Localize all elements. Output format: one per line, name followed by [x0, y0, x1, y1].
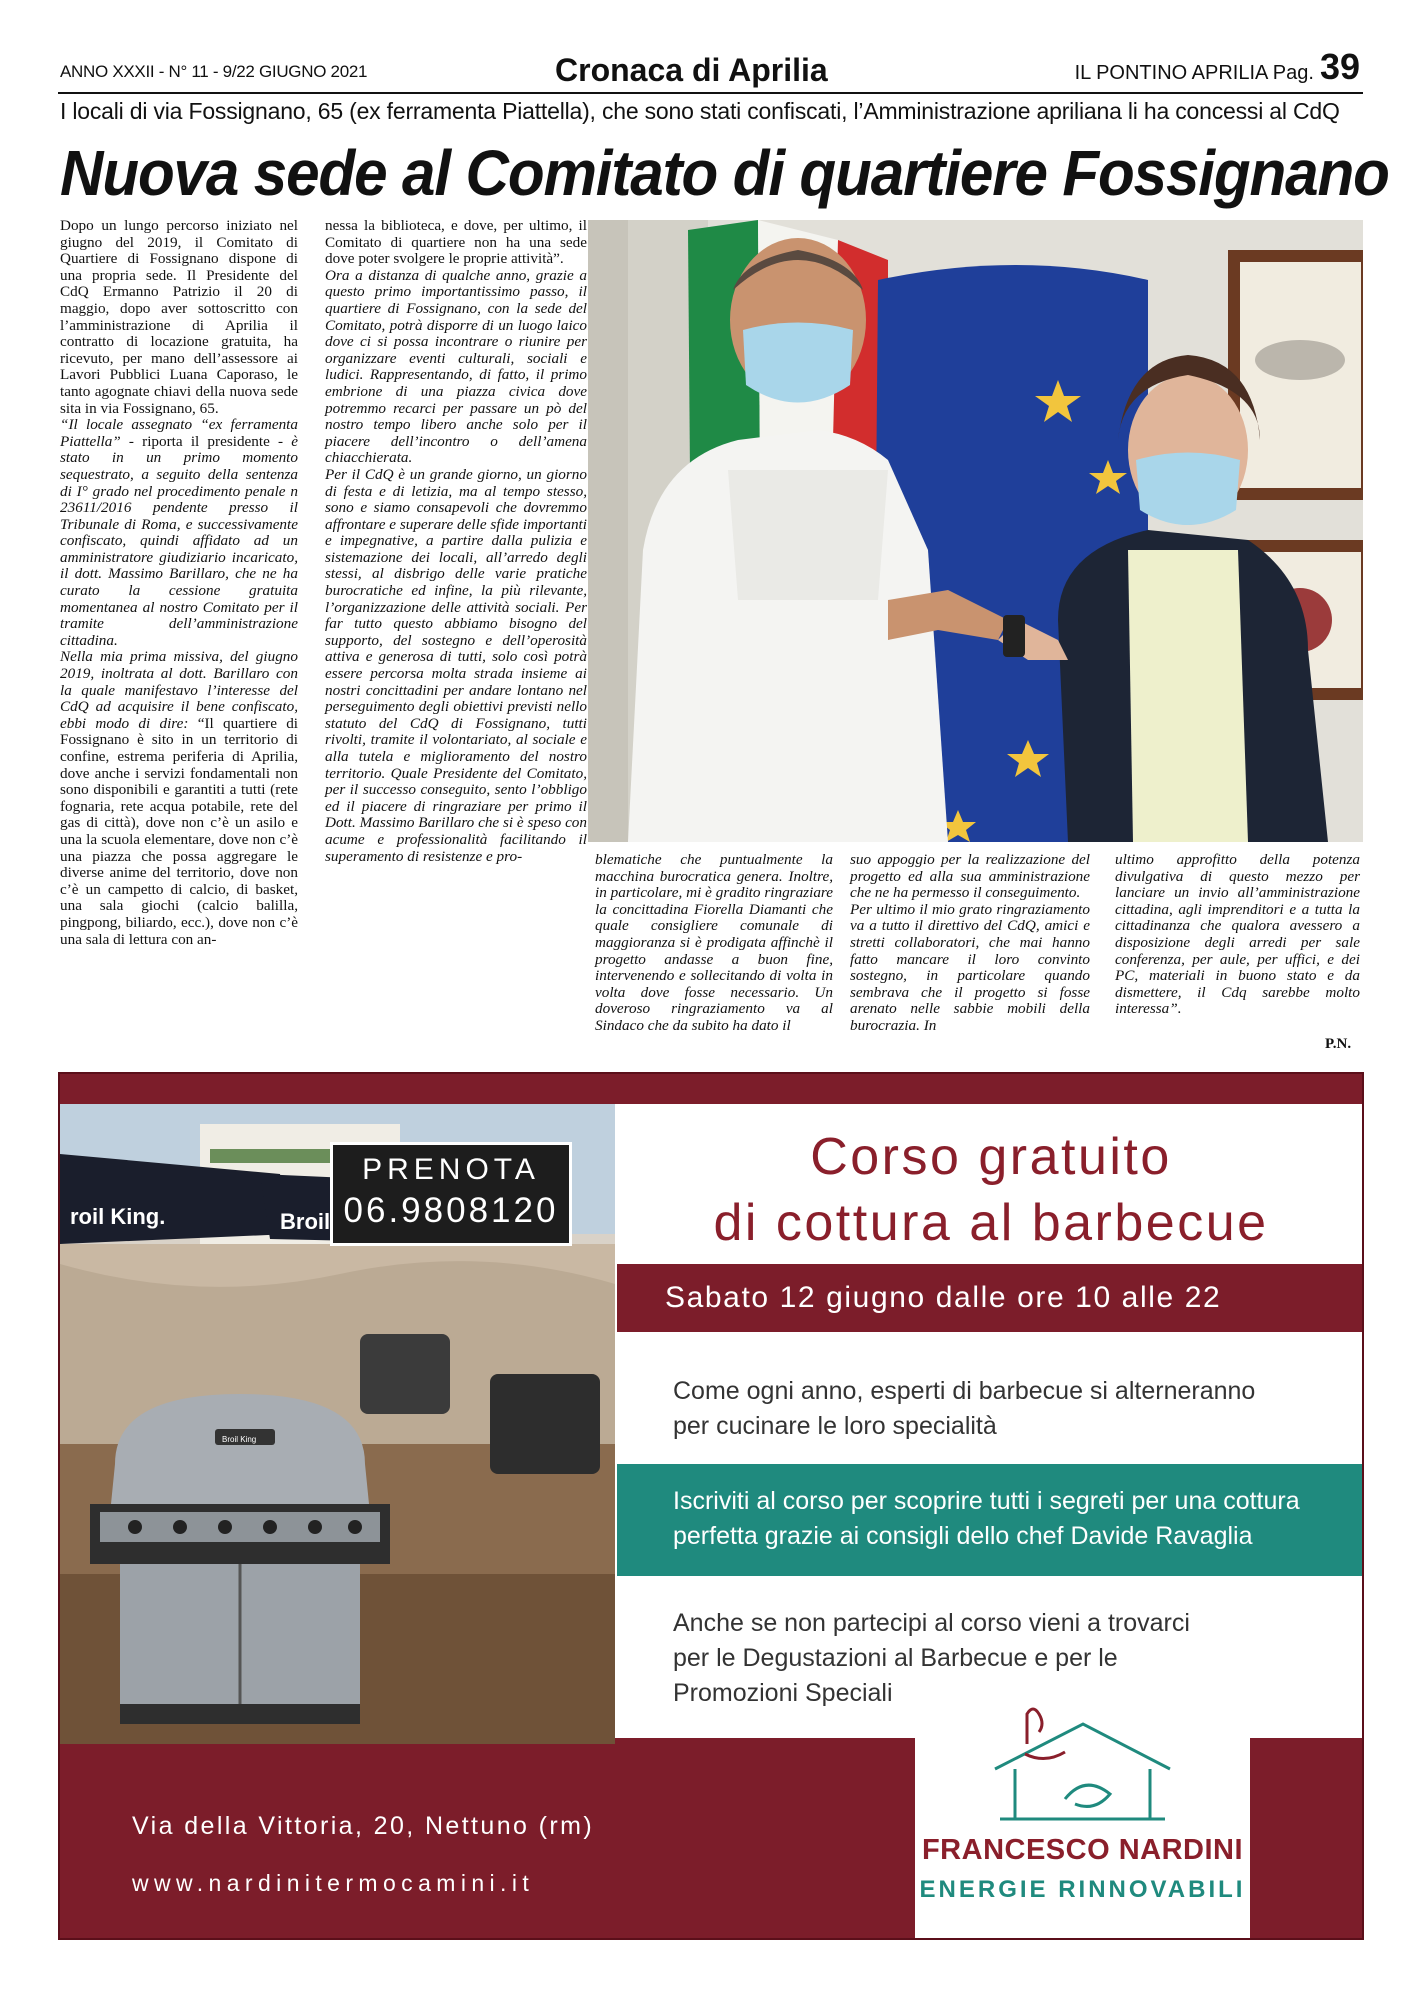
paragraph: Per ultimo il mio grato ringraziamento va a tutto il direttivo del CdQ, amici e stretti collaboratori, che mai hanno fatto mancare il loro convinto sostegno, in particolare quando sembrava che il progetto si fosse arenato nelle sabbie mobili della burocrazia. In — [850, 900, 1090, 1034]
article-kicker: I locali di via Fossignano, 65 (ex ferramenta Piattella), che sono stati confiscati, l’Amministrazione apriliana li ha concessi al CdQ — [60, 98, 1340, 124]
umbrella-brand-text: roil King. — [70, 1204, 166, 1229]
article-column-2 — [325, 218, 587, 865]
publication-name: IL PONTINO APRILIA Pag. — [1074, 62, 1314, 84]
article-photo — [588, 220, 1363, 842]
article-column-4 — [850, 852, 1090, 1035]
grill-badge-text: Broil King — [222, 1435, 257, 1444]
header-rule — [58, 92, 1363, 94]
ad-signup-band: Iscriviti al corso per scoprire tutti i segreti per una cottura perfetta grazie ai consigli dello chef Davide Ravaglia — [617, 1464, 1362, 1576]
article-column-3 — [595, 852, 833, 1035]
booking-label: PRENOTA — [362, 1153, 540, 1186]
key-fob — [1003, 615, 1025, 657]
issue-info: ANNO XXXII - N° 11 - 9/22 GIUGNO 2021 — [60, 62, 368, 81]
article-column-5 — [1115, 852, 1360, 1018]
logo-subtitle: ENERGIE RINNOVABILI — [919, 1876, 1246, 1903]
ad-address: Via della Vittoria, 20, Nettuno (rm) — [132, 1812, 595, 1840]
article-headline: Nuova sede al Comitato di quartiere Fossignano — [60, 137, 1389, 209]
ad-date-band: Sabato 12 giugno dalle ore 10 alle 22 — [617, 1264, 1362, 1332]
booking-phone[interactable]: 06.9808120 — [343, 1191, 559, 1230]
paragraph: ultimo approfitto della potenza divulgativa di questo mezzo per lanciare un invio all’amministrazione cittadina, agli imprenditori e a tutta la cittadinanza che qualora avessero a disposizione degli arredi per sale conferenza, per aule, per uffici, e dei PC, materiali in buono stato e da dismettere, il Cdq sarebbe molto interessa”. — [1115, 851, 1360, 1018]
paragraph: “Il locale assegnato “ex ferramenta Piattella” - riporta il presidente - è stato in un primo momento sequestrato, a seguito della sentenza di I° grado nel procedimento penale n 23611/2016 pendente presso il Tribunale di Roma, e successivamente confiscato, quindi affidato ad un amministratore giudiziario incaricato, il dott. Massimo Barillaro, che ne ha curato la cessione gratuita momentanea al nostro Comitato per il tramite dell’amministrazione cittadina. — [60, 416, 298, 649]
ad-title: Corso gratuito di cottura al barbecue — [713, 1128, 1269, 1252]
ad-website[interactable]: www.nardinitermocamini.it — [132, 1870, 535, 1896]
photo-illustration — [588, 220, 1363, 842]
logo-name: FRANCESCO NARDINI — [921, 1834, 1244, 1866]
publication-info — [1075, 46, 1360, 88]
paragraph: suo appoggio per la realizzazione del progetto ed alla sua amministrazione che ne ha permesso il conseguimento. — [850, 851, 1090, 902]
umbrella-brand-text: Broil — [280, 1209, 331, 1234]
paragraph: Nella mia prima missiva, del giugno 2019, inoltrata al dott. Barillaro con la quale manifestavo l’interesse del CdQ ad acquisire il bene confiscato, ebbi modo di dire: “Il quartiere di Fossignano è sito in un territorio di confine, estrema periferia di Aprilia, dove anche i servizi fondamentali non sono disponibili e garantiti a tutti (rete fognaria, rete acqua potabile, rete del gas di città), dove non c’è un asilo e una la scuola elementare, dove non c’è una piazza che possa aggregare le diverse anime del territorio, dove non c’è un campetto di calcio, di basket, una sala giochi (calcio balilla, pingpong, biliardo, ecc.), dove non c’è una sala di lettura con an- — [60, 648, 299, 948]
paragraph: Per il CdQ è un grande giorno, un giorno di festa e di letizia, ma al tempo stesso, sono e siamo consapevoli che dovremmo affrontare e superare delle sfide importanti e impegnative, a partire dalla pulizia e sistemazione dei locali, all’arredo degli stessi, al disbrigo delle varie pratiche burocratiche ed infine, la più rilevante, l’organizzazione delle attività sociali. Per far tutto questo abbiamo bisogno del supporto, del sostegno e dell’operosità attiva e generosa di tutti, solo così potrà essere percorsa molta strada insieme ai nostri concittadini per andare lontano nel perseguimento degli obiettivi previsti nello statuto del CdQ di Fossignano, tutti rivolti, tramite il volontariato, al sociale e alla tutela e miglioramento del nostro territorio. Quale Presidente del Comitato, per il successo conseguito, sento l’obbligo ed il piacere di ringraziare per primo il Dott. Massimo Barillaro che si è speso con acume e professionalità facilitando il superamento di resistenze e pro- — [325, 465, 587, 865]
article-column-1 — [60, 218, 298, 948]
section-title: Cronaca di Aprilia — [555, 52, 828, 88]
advertiser-logo — [915, 1694, 1250, 1938]
paragraph: Ora a distanza di qualche anno, grazie a questo primo importantissimo passo, il quartiere di Fossignano, con la sede del Comitato, potrà disporre di un luogo laico dove ci si possa incontrare o riunire per organizzare eventi culturali, sociali e ludici. Rappresentando, di fatto, il primo embrione di una piazza civica dove potremmo recarci per passare un pò del nostro tempo libero anche solo per il piacere dell’incontro o dell’amena chiacchierata. — [325, 266, 587, 467]
paragraph: nessa la biblioteca, e dove, per ultimo, il Comitato di quartiere non ha una sede dove poter svolgere le proprie attività”. — [325, 217, 587, 268]
paragraph: blematiche che puntualmente la macchina burocratica genera. Inoltre, in particolare, mi è gradito ringraziare la concittadina Fiorella Diamanti che quale consigliere comunale di maggioranza si è prodigata affinchè il progetto andasse a buon fine, intervenendo e sollecitando di volta in volta dove fosse necessario. Un doveroso ringraziamento va al Sindaco che da subito ha dato il — [595, 851, 833, 1034]
house-logo-icon — [915, 1694, 1250, 1834]
paragraph: Dopo un lungo percorso iniziato nel giugno del 2019, il Comitato di Quartiere di Fossignano dispone di una propria sede. Il Presidente del CdQ Ermanno Patrizio il 20 di maggio, dopo aver sottoscritto con l’amministrazione di Aprilia il contratto di locazione gratuita, ha ricevuto, per mano dell’assessore ai Lavori Pubblici Luana Caporaso, le tanto agognate chiavi della nuova sede sita in via Fossignano, 65. — [60, 217, 298, 417]
booking-box[interactable] — [330, 1142, 572, 1246]
page-number: 39 — [1319, 46, 1360, 87]
ad-invite: Anche se non partecipi al corso vieni a trovarci per le Degustazioni al Barbecue e per le Promozioni Speciali — [673, 1609, 1190, 1707]
author-signature: P.N. — [1325, 1036, 1352, 1052]
ad-top-band — [60, 1074, 1362, 1104]
ad-description: Come ogni anno, esperti di barbecue si alterneranno per cucinare le loro specialità — [673, 1377, 1256, 1440]
advertisement — [58, 1072, 1364, 1940]
grill-lid — [110, 1394, 370, 1514]
